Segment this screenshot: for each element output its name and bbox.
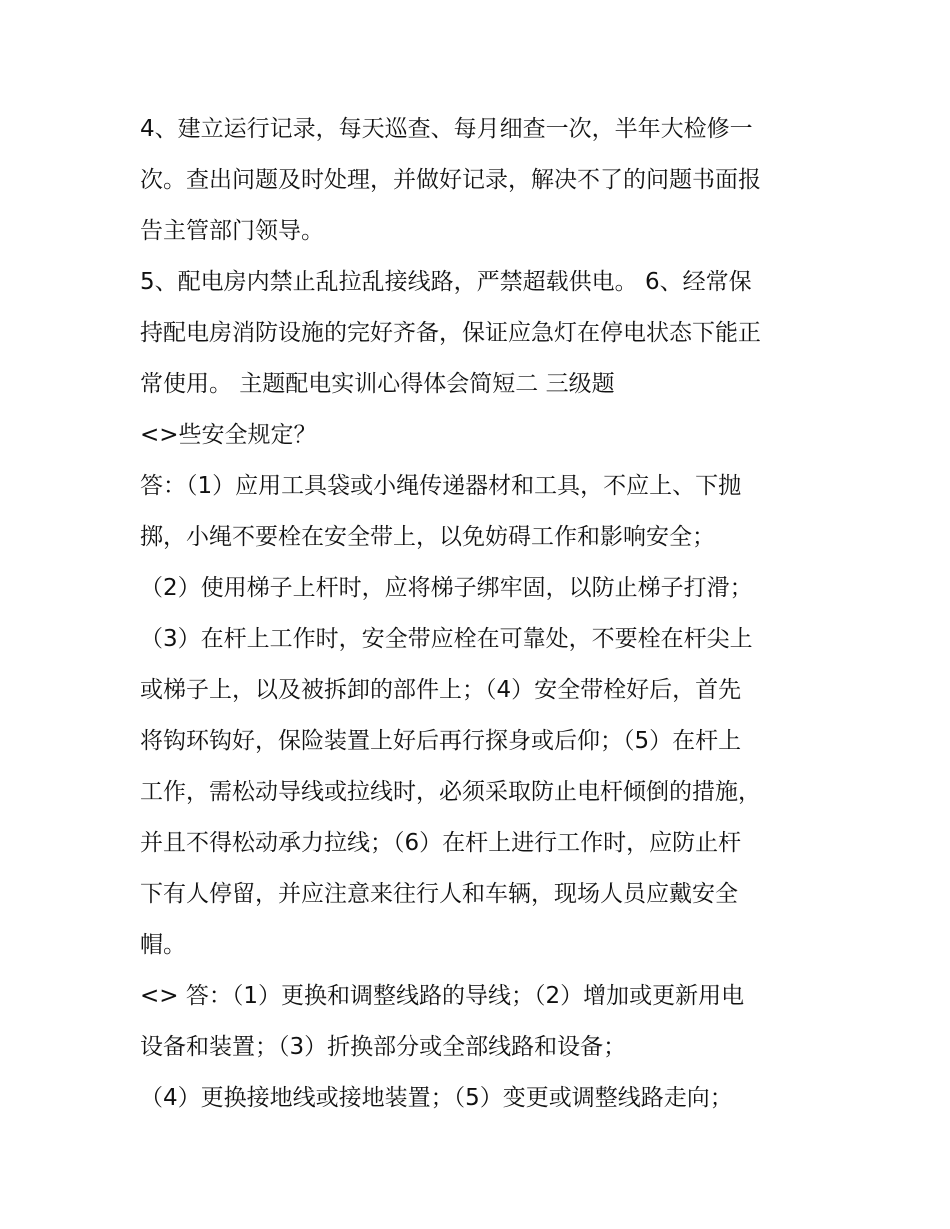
text-line: 4、建立运行记录，每天巡查、每月细查一次，半年大检修一 — [140, 116, 753, 142]
text-line: 或梯子上，以及被拆卸的部件上；（4）安全带栓好后，首先 — [140, 677, 742, 703]
text-line: 设备和装置；（3）折换部分或全部线路和设备； — [140, 1034, 627, 1060]
text-line: 次。查出问题及时处理，并做好记录，解决不了的问题书面报 — [140, 167, 761, 193]
text-line: 掷，小绳不要栓在安全带上，以免妨碍工作和影响安全； — [140, 524, 715, 550]
text-line: 并且不得松动承力拉线；（6）在杆上进行工作时，应防止杆 — [140, 830, 742, 856]
text-line: （3）在杆上工作时，安全带应栓在可靠处，不要栓在杆尖上 — [140, 626, 753, 652]
text-line: （4）更换接地线或接地装置；（5）变更或调整线路走向； — [140, 1085, 733, 1111]
text-line: （2）使用梯子上杆时，应将梯子绑牢固，以防止梯子打滑； — [140, 575, 753, 601]
text-line: 答：（1）应用工具袋或小绳传递器材和工具，不应上、下抛 — [140, 473, 742, 499]
document-body — [140, 104, 820, 1124]
text-line: 帽。 — [140, 932, 186, 958]
text-line: 将钩环钩好，保险装置上好后再行探身或后仰；（5）在杆上 — [140, 728, 742, 754]
text-line: 持配电房消防设施的完好齐备，保证应急灯在停电状态下能正 — [140, 320, 761, 346]
text-line: 工作，需松动导线或拉线时，必须采取防止电杆倾倒的措施， — [140, 779, 761, 805]
text-line: <> 答：（1）更换和调整线路的导线；（2）增加或更新用电 — [140, 983, 745, 1009]
text-line: 5、配电房内禁止乱拉乱接线路，严禁超载供电。 6、经常保 — [140, 269, 752, 295]
text-line: 下有人停留，并应注意来往行人和车辆，现场人员应戴安全 — [140, 881, 738, 907]
text-line: 常使用。 主题配电实训心得体会简短二 三级题 — [140, 371, 615, 397]
text-line: <>些安全规定？ — [140, 422, 317, 448]
text-line: 告主管部门领导。 — [140, 218, 324, 244]
